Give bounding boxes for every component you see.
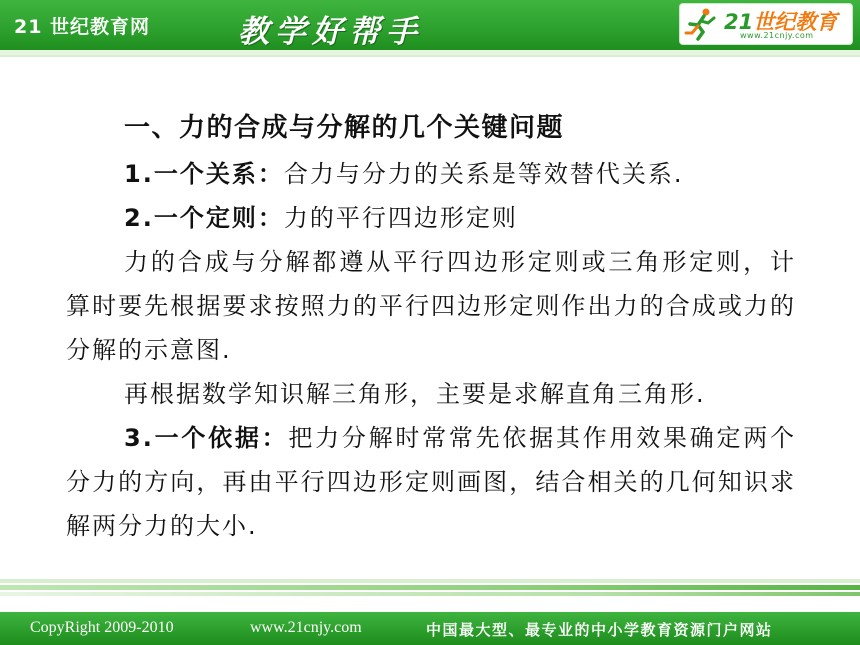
point-3 bbox=[66, 416, 796, 548]
point-3-term: 3.一个依据： bbox=[124, 424, 289, 452]
site-logo[interactable] bbox=[680, 4, 852, 44]
logo-text-number: 21 bbox=[724, 10, 754, 34]
header-banner bbox=[0, 0, 860, 50]
point-2-text: 力的平行四边形定则 bbox=[283, 204, 518, 232]
footer-tagline: 中国最大型、最专业的中小学教育资源门户网站 bbox=[426, 621, 773, 639]
footer-url-link[interactable]: www.21cnjy.com bbox=[250, 619, 362, 636]
header-divider-line bbox=[0, 55, 860, 57]
site-name: 21 世纪教育网 bbox=[14, 16, 151, 38]
point-3-text: 把力分解时常常先依据其作用效果确定两个分力的方向，再由平行四边形定则画图，结合相关的几何知识求解两分力的大小. bbox=[66, 424, 796, 540]
footer-stripe bbox=[0, 579, 860, 583]
slide-content bbox=[66, 106, 796, 548]
point-1-term: 1.一个关系： bbox=[124, 160, 284, 188]
point-2 bbox=[66, 196, 796, 240]
footer-stripe bbox=[0, 585, 860, 590]
section-heading: 一、力的合成与分解的几个关键问题 bbox=[124, 113, 565, 143]
slogan: 教学好帮手 bbox=[238, 14, 423, 50]
logo-url: www.21cnjy.com bbox=[740, 31, 814, 40]
running-person-icon bbox=[684, 7, 722, 45]
point-2-term: 2.一个定则： bbox=[124, 204, 284, 232]
copyright-text: CopyRight 2009-2010 bbox=[30, 619, 174, 636]
logo-text-name: 世纪教育 bbox=[753, 10, 838, 34]
paragraph-rule: 力的合成与分解都遵从平行四边形定则或三角形定则，计算时要先根据要求按照力的平行四边形定则作出力的合成或力的分解的示意图. bbox=[66, 248, 796, 364]
point-1 bbox=[66, 152, 796, 196]
point-1-text: 合力与分力的关系是等效替代关系. bbox=[283, 160, 684, 188]
paragraph-triangle: 再根据数学知识解三角形，主要是求解直角三角形. bbox=[124, 380, 706, 408]
footer-stripe bbox=[0, 592, 860, 596]
footer-banner bbox=[0, 612, 860, 645]
